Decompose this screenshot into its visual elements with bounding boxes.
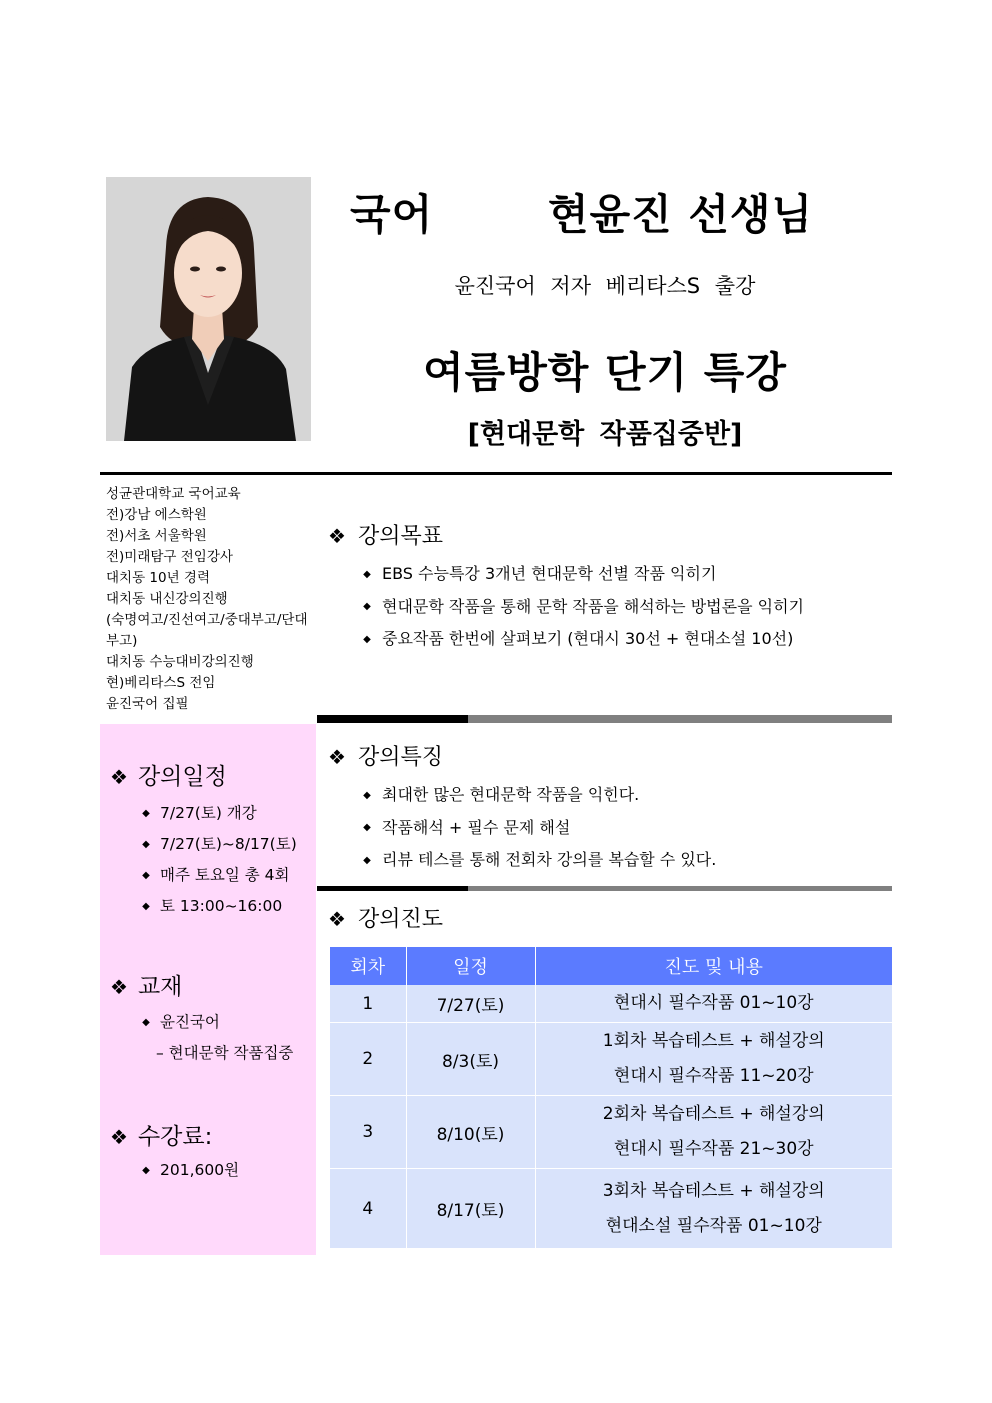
progress-table xyxy=(330,947,892,1249)
cell-no: 4 xyxy=(330,1169,406,1249)
diamond-bullet-icon: ◆ xyxy=(142,839,150,850)
list-item: ◆ EBS 수능특강 3개년 현대문학 선별 작품 익히기 xyxy=(352,558,804,591)
schedule-list xyxy=(132,798,297,922)
diamond-bullet-icon: ◆ xyxy=(363,601,371,612)
list-item: ◆ 최대한 많은 현대문학 작품을 익힌다. xyxy=(352,779,716,812)
features-list xyxy=(352,779,716,877)
teacher-photo xyxy=(106,177,311,441)
profile-line: 현)베리타스S 전임 xyxy=(106,675,216,691)
list-item: ◆ 7/27(토) 개강 xyxy=(132,798,297,829)
cell-date: 8/3(토) xyxy=(406,1023,535,1096)
goals-list xyxy=(352,558,804,656)
cell-no: 1 xyxy=(330,985,406,1023)
textbook-heading: ❖ 교재 xyxy=(110,974,183,1000)
fee-heading: ❖ 수강료: xyxy=(110,1124,213,1150)
textbook-list xyxy=(132,1007,293,1069)
profile-line: 대치동 10년 경력 xyxy=(106,570,211,586)
diamond-bullet-icon: ◆ xyxy=(363,854,371,866)
list-item: ◆ 윤진국어 xyxy=(132,1007,293,1038)
diamond-cluster-icon: ❖ xyxy=(110,1125,128,1149)
features-heading: ❖ 강의특징 xyxy=(328,745,443,770)
diamond-bullet-icon: ◆ xyxy=(363,822,371,833)
cell-date: 8/10(토) xyxy=(406,1096,535,1169)
column-header: 회차 xyxy=(330,947,406,985)
table-row xyxy=(330,1096,892,1169)
list-item: ◆ 작품해석 + 필수 문제 해설 xyxy=(352,812,716,845)
diamond-bullet-icon: ◆ xyxy=(142,1017,150,1028)
diamond-cluster-icon: ❖ xyxy=(328,745,346,769)
column-header: 진도 및 내용 xyxy=(535,947,892,985)
table-header-row xyxy=(330,947,892,985)
progress-heading: ❖ 강의진도 xyxy=(328,907,443,932)
cell-content: 2회차 복습테스트 + 해설강의 현대시 필수작품 21~30강 xyxy=(535,1096,892,1169)
diamond-cluster-icon: ❖ xyxy=(110,765,128,789)
list-item: ◆ 매주 토요일 총 4회 xyxy=(132,860,297,891)
cell-no: 2 xyxy=(330,1023,406,1096)
list-item-sub: – 현대문학 작품집중 xyxy=(156,1044,294,1062)
diamond-bullet-icon: ◆ xyxy=(363,568,371,580)
profile-line: 대치동 수능대비강의진행 xyxy=(106,654,254,670)
diamond-bullet-icon: ◆ xyxy=(363,789,371,801)
cell-content: 3회차 복습테스트 + 해설강의 현대소설 필수작품 01~10강 xyxy=(535,1169,892,1249)
profile-line: 성균관대학교 국어교육 xyxy=(106,486,241,502)
diamond-cluster-icon: ❖ xyxy=(328,524,346,548)
list-item: ◆ 중요작품 한번에 살펴보기 (현대시 30선 + 현대소설 10선) xyxy=(352,623,804,656)
diamond-bullet-icon: ◆ xyxy=(142,870,150,881)
cell-no: 3 xyxy=(330,1096,406,1169)
list-item: ◆ 토 13:00~16:00 xyxy=(132,891,297,922)
course-title: 여름방학 단기 특강 xyxy=(423,348,787,397)
teacher-profile xyxy=(106,484,316,715)
profile-line: 전)강남 에스학원 xyxy=(106,507,207,523)
cell-date: 8/17(토) xyxy=(406,1169,535,1249)
diamond-bullet-icon: ◆ xyxy=(142,901,150,912)
header-divider xyxy=(100,472,892,475)
section-divider xyxy=(468,886,892,891)
subject-title: 국어 xyxy=(350,190,434,239)
section-divider xyxy=(317,715,468,723)
cell-date: 7/27(토) xyxy=(406,985,535,1023)
diamond-cluster-icon: ❖ xyxy=(110,975,128,999)
profile-line: 전)미래탐구 전임강사 xyxy=(106,549,233,565)
table-row xyxy=(330,985,892,1023)
table-row xyxy=(330,1023,892,1096)
section-divider xyxy=(468,715,892,723)
schedule-heading: ❖ 강의일정 xyxy=(110,764,227,790)
diamond-bullet-icon: ◆ xyxy=(142,808,150,819)
class-name: [현대문학 작품집중반] xyxy=(467,419,743,450)
profile-line: (숙명여고/진선여고/중대부고/단대부고) xyxy=(106,612,308,649)
cell-content: 1회차 복습테스트 + 해설강의 현대시 필수작품 11~20강 xyxy=(535,1023,892,1096)
profile-line: 전)서초 서울학원 xyxy=(106,528,207,544)
fee-list xyxy=(132,1155,239,1186)
diamond-bullet-icon: ◆ xyxy=(142,1165,150,1176)
teacher-name: 현윤진 선생님 xyxy=(548,190,814,239)
list-item: ◆ 7/27(토)~8/17(토) xyxy=(132,829,297,860)
column-header: 일정 xyxy=(406,947,535,985)
list-item: ◆ 리뷰 테스를 통해 전회차 강의를 복습할 수 있다. xyxy=(352,844,716,877)
diamond-cluster-icon: ❖ xyxy=(328,907,346,931)
diamond-bullet-icon: ◆ xyxy=(363,633,371,645)
cell-content: 현대시 필수작품 01~10강 xyxy=(535,985,892,1023)
goals-heading: ❖ 강의목표 xyxy=(328,524,443,549)
list-item: ◆ 현대문학 작품을 통해 문학 작품을 해석하는 방법론을 익히기 xyxy=(352,591,804,624)
profile-line: 대치동 내신강의진행 xyxy=(106,591,228,607)
section-divider xyxy=(317,886,468,891)
teacher-subtitle: 윤진국어 저자 베리타스S 출강 xyxy=(454,274,756,298)
list-item: ◆ 201,600원 xyxy=(132,1155,239,1186)
table-row xyxy=(330,1169,892,1249)
profile-line: 윤진국어 집필 xyxy=(106,696,189,712)
